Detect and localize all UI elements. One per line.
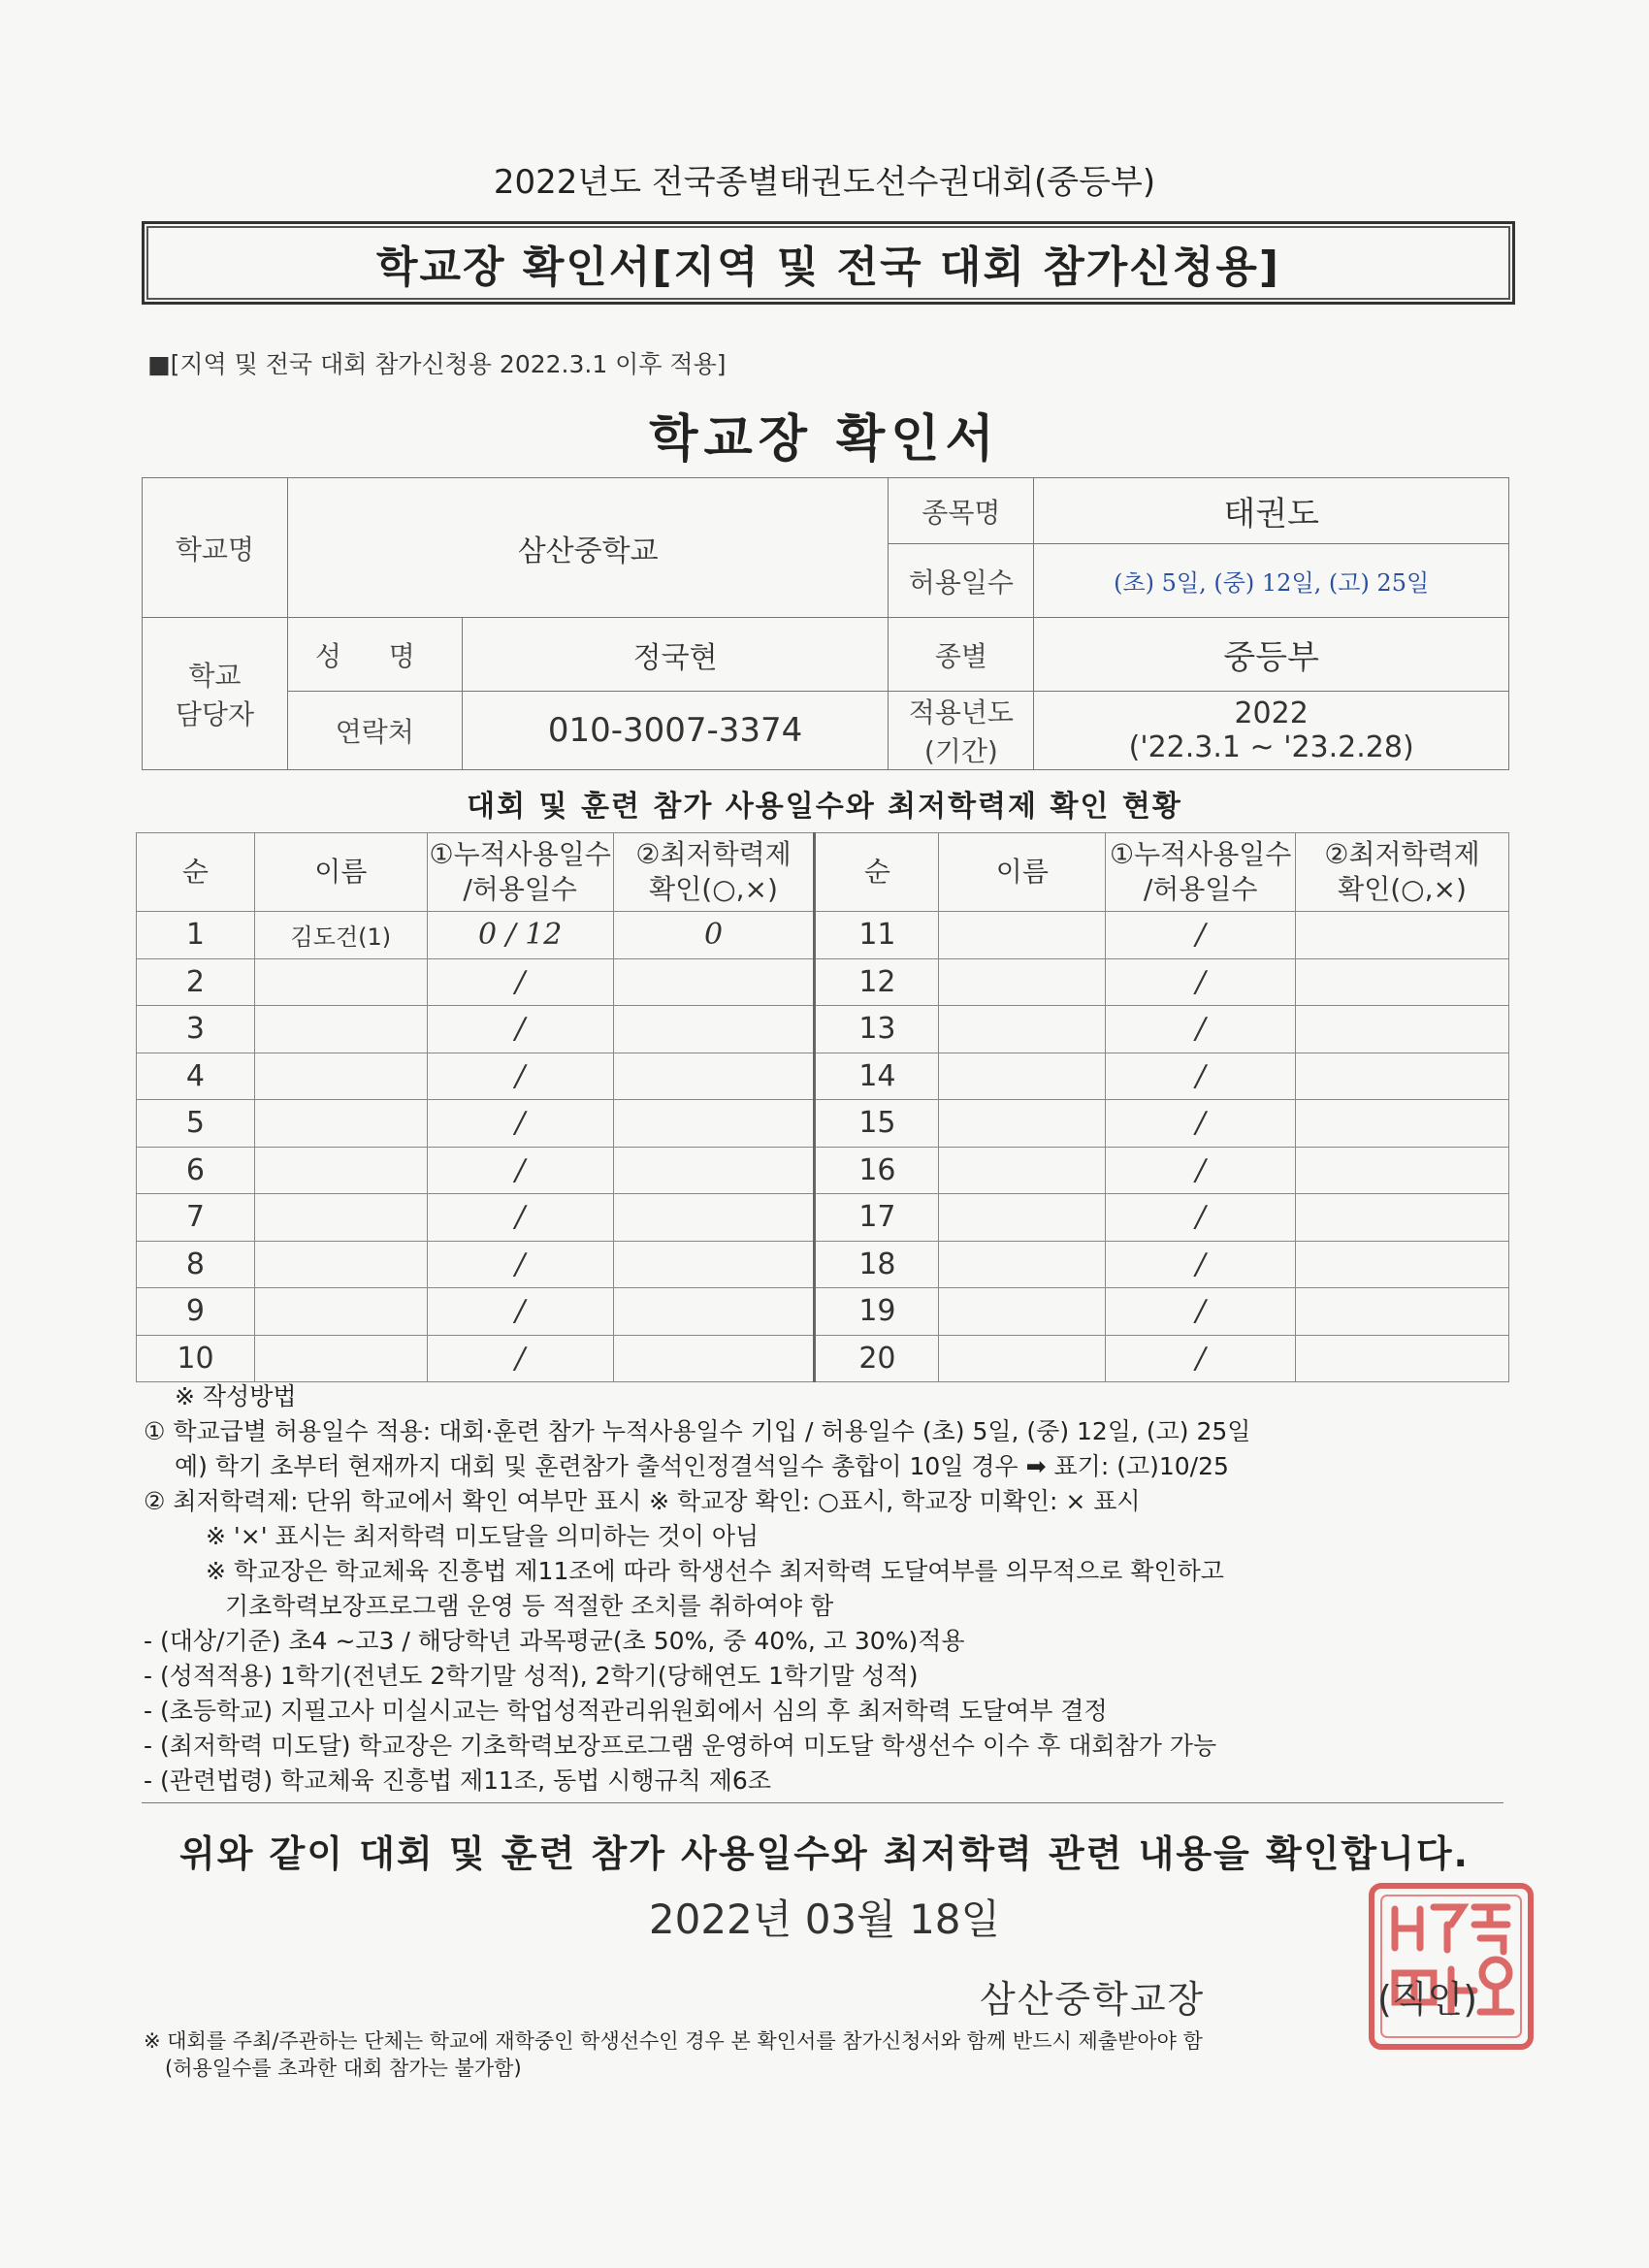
row-name (939, 1335, 1106, 1382)
row-name (939, 1194, 1106, 1242)
row-name (254, 1006, 427, 1053)
school-info-table (142, 477, 1509, 770)
sport-value: 태권도 (1034, 478, 1509, 544)
header-days-right-line1: ①누적사용일수 (1109, 838, 1292, 870)
row-days: / (1106, 958, 1296, 1006)
row-check (613, 1335, 815, 1382)
header-no-right: 순 (815, 833, 939, 912)
row-name (254, 1147, 427, 1194)
row-days: / (427, 1147, 613, 1194)
status-row (137, 1335, 1509, 1382)
header-days-right (1106, 833, 1296, 912)
header-name-right: 이름 (939, 833, 1106, 912)
header-check-line1: ②최저학력제 (635, 838, 792, 870)
row-name (939, 1147, 1106, 1194)
row-name (939, 958, 1106, 1006)
year-period: ('22.3.1 ~ '23.2.28) (1128, 730, 1414, 764)
row-days: / (1106, 1100, 1296, 1148)
row-name (939, 1100, 1106, 1148)
row-days: / (1106, 912, 1296, 959)
note-2-b: ※ 학교장은 학교체육 진흥법 제11조에 따라 학생선수 최저학력 도달여부를 의무적으로 확인하고 (206, 1557, 1224, 1585)
detail-5: - (관련법령) 학교체육 진흥법 제11조, 동법 시행규칙 제6조 (144, 1766, 771, 1795)
name-label: 성 명 (287, 618, 462, 692)
contact-label: 연락처 (287, 692, 462, 770)
row-days: / (1106, 1335, 1296, 1382)
status-header-row (137, 833, 1509, 912)
row-no: 15 (815, 1100, 939, 1148)
row-no: 12 (815, 958, 939, 1006)
writing-instructions (144, 1379, 1521, 1798)
header-no: 순 (137, 833, 255, 912)
note-2: ② 최저학력제: 단위 학교에서 확인 여부만 표시 ※ 학교장 확인: ○표시, 학교장 미확인: × 표시 (144, 1487, 1141, 1515)
status-row (137, 1100, 1509, 1148)
row-no: 2 (137, 958, 255, 1006)
note-1-example: 예) 학기 초부터 현재까지 대회 및 훈련참가 출석인정결석일수 총합이 10일 경우 ➡ 표기: (고)10/25 (175, 1452, 1229, 1480)
row-name (254, 1194, 427, 1242)
status-row (137, 1147, 1509, 1194)
form-title: 학교장 확인서 (649, 410, 1000, 469)
row-check (613, 1194, 815, 1242)
row-no: 17 (815, 1194, 939, 1242)
row-check (613, 1053, 815, 1100)
row-days: / (427, 1053, 613, 1100)
row-no: 13 (815, 1006, 939, 1053)
confirmation-statement: 위와 같이 대회 및 훈련 참가 사용일수와 최저학력 관련 내용을 확인합니다. (179, 1832, 1470, 1875)
row-days: / (427, 1241, 613, 1288)
manager-label (143, 618, 288, 770)
row-check (1296, 1241, 1509, 1288)
row-check (613, 1147, 815, 1194)
row-check (613, 1006, 815, 1053)
footer-line-2: (허용일수를 초과한 대회 참가는 불가함) (165, 2057, 522, 2080)
row-check (1296, 1335, 1509, 1382)
school-name-value: 삼산중학교 (287, 478, 889, 618)
allowed-days-label: 허용일수 (889, 544, 1034, 618)
row-days: / (427, 1100, 613, 1148)
row-check (613, 1100, 815, 1148)
row-name (939, 1006, 1106, 1053)
header-check-line2: 확인(○,×) (649, 873, 778, 905)
year-label-line1: 적용년도 (908, 697, 1014, 729)
row-no: 8 (137, 1241, 255, 1288)
row-days: / (1106, 1147, 1296, 1194)
row-days: / (1106, 1241, 1296, 1288)
division-value: 중등부 (1034, 618, 1509, 692)
row-days: / (1106, 1006, 1296, 1053)
row-no: 3 (137, 1006, 255, 1053)
row-check: 0 (613, 912, 815, 959)
row-check (1296, 1194, 1509, 1242)
row-name (254, 1100, 427, 1148)
row-no: 16 (815, 1147, 939, 1194)
notes-heading: ※ 작성방법 (175, 1382, 297, 1410)
status-row (137, 1194, 1509, 1242)
status-row (137, 1288, 1509, 1336)
header-check (613, 833, 815, 912)
row-check (1296, 1100, 1509, 1148)
event-title: 2022년도 전국종별태권도선수권대회(중등부) (493, 163, 1156, 202)
status-row (137, 958, 1509, 1006)
applicability-note: ■[지역 및 전국 대회 참가신청용 2022.3.1 이후 적용] (147, 350, 727, 378)
contact-value: 010-3007-3374 (462, 692, 889, 770)
row-no: 9 (137, 1288, 255, 1336)
row-days: / (427, 1194, 613, 1242)
status-row (137, 1006, 1509, 1053)
row-days: / (1106, 1194, 1296, 1242)
seal-label: (직인) (1377, 1978, 1478, 2021)
detail-4: - (최저학력 미도달) 학교장은 기초학력보장프로그램 운영하여 미도달 학생선수 이수 후 대회참가 가능 (144, 1732, 1217, 1760)
footer-line-1: ※ 대회를 주최/주관하는 단체는 학교에 재학중인 학생선수인 경우 본 확인서를 참가신청서와 함께 반드시 제출받아야 함 (144, 2029, 1203, 2053)
header-check-right (1296, 833, 1509, 912)
school-name-label: 학교명 (143, 478, 288, 618)
row-days: / (427, 1288, 613, 1336)
row-check (1296, 912, 1509, 959)
detail-3: - (초등학교) 지필고사 미실시교는 학업성적관리위원회에서 심의 후 최저학력 도달여부 결정 (144, 1697, 1108, 1725)
row-no: 1 (137, 912, 255, 959)
sport-label: 종목명 (889, 478, 1034, 544)
row-no: 14 (815, 1053, 939, 1100)
row-no: 5 (137, 1100, 255, 1148)
row-no: 11 (815, 912, 939, 959)
row-check (1296, 1006, 1509, 1053)
detail-2: - (성적적용) 1학기(전년도 2학기말 성적), 2학기(당해연도 1학기말 성적) (144, 1662, 919, 1690)
row-no: 4 (137, 1053, 255, 1100)
divider (142, 1802, 1504, 1803)
row-check (613, 1241, 815, 1288)
row-no: 18 (815, 1241, 939, 1288)
header-days-right-line2: /허용일수 (1143, 873, 1258, 905)
status-table (136, 832, 1509, 1382)
row-days: / (427, 1335, 613, 1382)
header-name: 이름 (254, 833, 427, 912)
allowed-days-value: (초) 5일, (중) 12일, (고) 25일 (1034, 544, 1509, 618)
division-label: 종별 (889, 618, 1034, 692)
note-2-c: 기초학력보장프로그램 운영 등 적절한 조치를 취하여야 함 (225, 1592, 834, 1620)
confirmation-date: 2022년 03월 18일 (648, 1895, 1001, 1943)
header-check-right-line2: 확인(○,×) (1338, 873, 1467, 905)
row-days: / (1106, 1053, 1296, 1100)
row-no: 10 (137, 1335, 255, 1382)
note-1: ① 학교급별 허용일수 적용: 대회·훈련 참가 누적사용일수 기입 / 허용일수 (초) 5일, (중) 12일, (고) 25일 (144, 1417, 1251, 1445)
row-check (613, 1288, 815, 1336)
row-check (1296, 958, 1509, 1006)
year-value (1034, 692, 1509, 770)
row-name (939, 1288, 1106, 1336)
header-check-right-line1: ②최저학력제 (1324, 838, 1480, 870)
note-2-a: ※ '×' 표시는 최저학력 미도달을 의미하는 것이 아님 (206, 1522, 760, 1550)
row-check (1296, 1053, 1509, 1100)
row-days: / (1106, 1288, 1296, 1336)
year-number: 2022 (1234, 697, 1309, 730)
row-name (254, 1335, 427, 1382)
year-label (889, 692, 1034, 770)
row-name (254, 958, 427, 1006)
year-label-line2: (기간) (923, 735, 998, 767)
header-days-line1: ①누적사용일수 (429, 838, 611, 870)
row-check (1296, 1288, 1509, 1336)
row-check (613, 958, 815, 1006)
row-name (254, 1241, 427, 1288)
manager-label-line2: 담당자 (175, 698, 255, 730)
row-days: 0 / 12 (427, 912, 613, 959)
status-row (137, 1053, 1509, 1100)
row-name (939, 1053, 1106, 1100)
row-name (254, 1053, 427, 1100)
principal-title: 삼산중학교장 (980, 1978, 1206, 2021)
row-name: 김도건(1) (254, 912, 427, 959)
row-no: 6 (137, 1147, 255, 1194)
row-name (939, 1241, 1106, 1288)
detail-1: - (대상/기준) 초4 ~고3 / 해당학년 과목평균(초 50%, 중 40%, 고 30%)적용 (144, 1627, 965, 1655)
manager-label-line1: 학교 (188, 660, 242, 692)
document-title-box: 학교장 확인서[지역 및 전국 대회 참가신청용] (142, 221, 1515, 305)
row-no: 19 (815, 1288, 939, 1336)
row-check (1296, 1147, 1509, 1194)
row-no: 7 (137, 1194, 255, 1242)
row-no: 20 (815, 1335, 939, 1382)
status-section-title: 대회 및 훈련 참가 사용일수와 최저학력제 확인 현황 (467, 790, 1182, 824)
status-row (137, 1241, 1509, 1288)
header-days-line2: /허용일수 (463, 873, 577, 905)
row-name (254, 1288, 427, 1336)
name-value: 정국현 (462, 618, 889, 692)
row-days: / (427, 1006, 613, 1053)
footer-note (144, 2027, 1521, 2082)
row-name (939, 912, 1106, 959)
row-days: / (427, 958, 613, 1006)
header-days (427, 833, 613, 912)
status-row (137, 912, 1509, 959)
